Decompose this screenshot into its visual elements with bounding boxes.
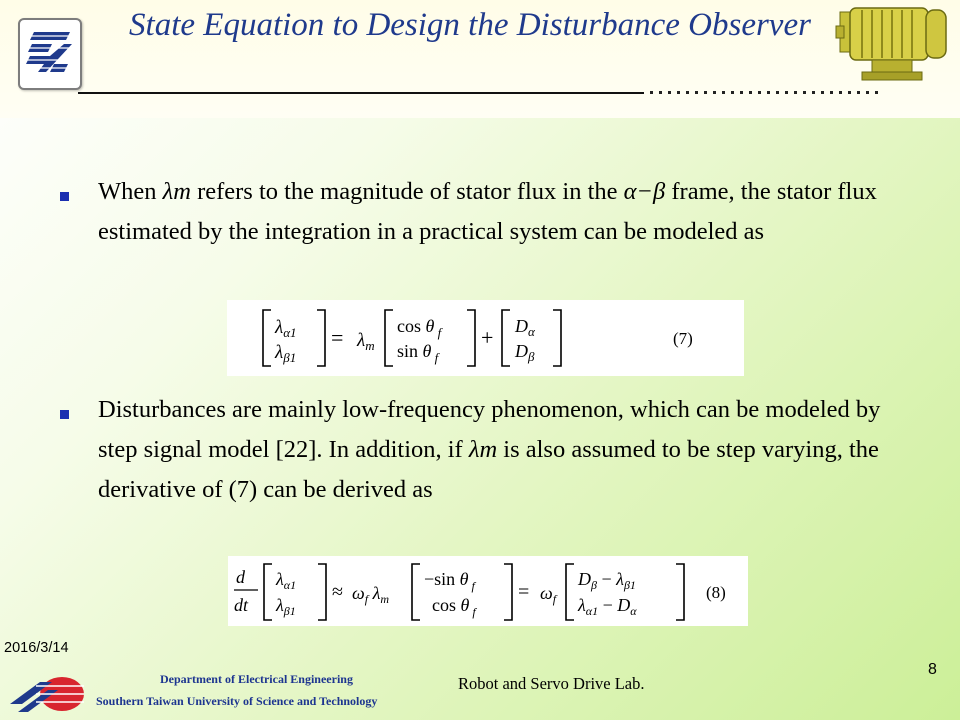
page-number: 8 xyxy=(928,661,937,678)
bullet-marker-icon xyxy=(60,192,69,201)
svg-text:d: d xyxy=(236,567,245,587)
text-segment: is also assumed to be step varying, the derivative of (7) can be derived as xyxy=(98,436,879,503)
svg-text:dt: dt xyxy=(234,595,249,615)
equation-number: (8) xyxy=(706,583,726,602)
svg-text:=: = xyxy=(518,581,530,603)
equation-number: (7) xyxy=(673,329,693,348)
svg-text:−sin θ f: −sin θ f xyxy=(424,569,475,593)
svg-text:λα1: λα1 xyxy=(276,569,297,592)
svg-text:≈: ≈ xyxy=(332,581,343,603)
footer-lab-name: Robot and Servo Drive Lab. xyxy=(458,674,645,693)
bullet-text xyxy=(98,172,908,252)
svg-text:ωf λm: ωf λm xyxy=(352,583,390,606)
svg-text:λm: λm xyxy=(357,330,375,353)
equation-7 xyxy=(227,300,744,376)
text-segment: frame, the stator flux estimated by the integration in a practical system can be modeled as xyxy=(98,178,877,245)
math-symbol: λm xyxy=(468,436,498,463)
svg-text:λβ1: λβ1 xyxy=(276,595,296,618)
slide-title: State Equation to Design the Disturbance Observer xyxy=(129,7,811,43)
svg-text:Dα: Dα xyxy=(515,316,535,339)
footer-university: Southern Taiwan University of Science and Technology xyxy=(96,694,378,708)
motor-icon xyxy=(832,2,952,86)
svg-text:sin θ f: sin θ f xyxy=(397,341,439,365)
title-underline xyxy=(78,92,644,94)
university-logo xyxy=(18,18,82,90)
bullet-item xyxy=(52,390,908,510)
svg-text:λα1: λα1 xyxy=(275,317,297,340)
svg-text:Dβ − λβ1: Dβ − λβ1 xyxy=(578,569,636,592)
text-segment: When xyxy=(98,178,163,205)
svg-text:cos θ f: cos θ f xyxy=(397,316,442,340)
svg-text:ωf: ωf xyxy=(540,583,557,606)
university-footer-logo-icon xyxy=(6,672,88,718)
svg-text:Dβ: Dβ xyxy=(515,341,535,364)
bullet-marker-icon xyxy=(60,410,69,419)
bullet-text xyxy=(98,390,908,510)
math-symbol: λm xyxy=(162,178,191,205)
footer-date: 2016/3/14 xyxy=(4,640,69,656)
text-segment: Disturbances are mainly low-frequency phenomenon, which can be modeled by step signal model [22]. In addition, if xyxy=(98,396,881,463)
svg-text:+: + xyxy=(481,325,494,350)
equation-8 xyxy=(228,556,748,626)
title-dashed-rule xyxy=(650,91,882,94)
text-segment: refers to the magnitude of stator flux in the xyxy=(190,178,624,205)
svg-text:=: = xyxy=(331,325,344,350)
university-logo-icon xyxy=(20,20,80,88)
bullet-item xyxy=(52,172,908,252)
footer-department: Department of Electrical Engineering xyxy=(160,672,353,686)
math-symbol: α−β xyxy=(623,178,666,205)
svg-text:λα1 − Dα: λα1 − Dα xyxy=(578,595,637,618)
svg-text:cos θ f: cos θ f xyxy=(432,595,476,619)
svg-text:λβ1: λβ1 xyxy=(275,342,297,365)
